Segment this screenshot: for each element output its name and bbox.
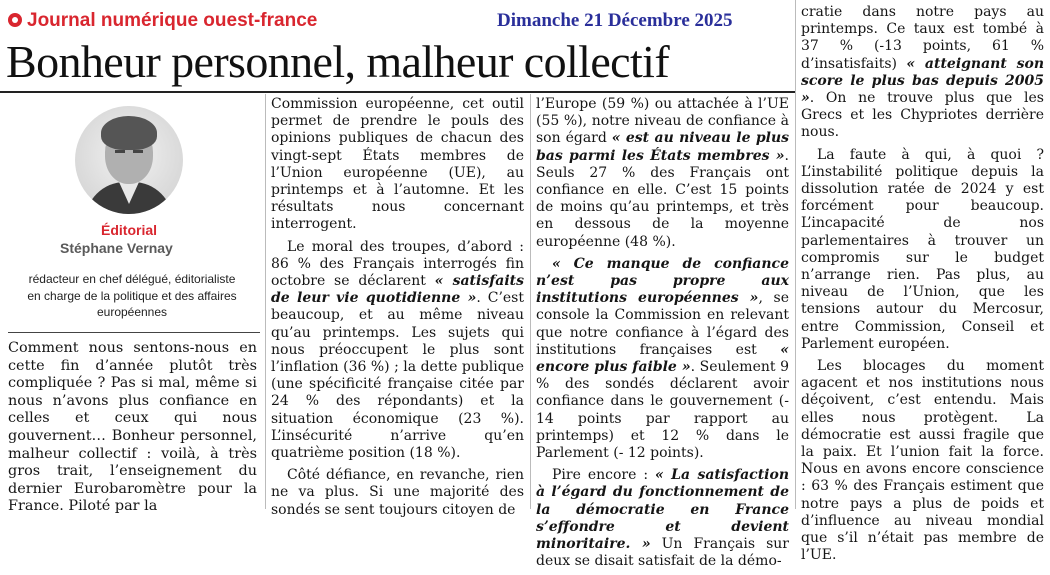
quote: « La satisfaction à l’égard du fonctionnement de la démocratie en France s’effondre et devient minoritaire. » xyxy=(536,467,790,553)
paragraph: Comment nous sentons-nous en cette fin d’année plutôt très compliquée ? Pas si mal, même si nous n’avons plus confiance en celles et ceux qui nous gouvernent… Bonheur personnel, malheur collectif : voilà, à très gros trait, l’enseignement du dernier Eurobaromètre pour la France. Piloté par la xyxy=(8,340,257,515)
paragraph: « Ce manque de confiance n’est pas propre aux institutions européennes », se console la Commission en relevant que notre confiance à l’égard des institutions françaises est « encore plus faible ». Seulement 9 % des sondés déclarent avoir confiance dans le gouvernement (- 14 points par rapport au printemps) et 12 % dans le Parlement (- 12 points). xyxy=(536,255,790,462)
quote: « encore plus faible » xyxy=(536,341,789,376)
brand-title xyxy=(8,10,317,32)
column-3 xyxy=(536,96,789,575)
paragraph: l’Europe (59 %) ou attachée à l’UE (55 %), notre niveau de confiance à son égard « est au niveau le plus bas parmi les États membres ». Seuls 27 % des Français ont confiance en elle. C’est 15 points de moins qu’au printemps, et très en dessous de la moyenne européenne (48 %). xyxy=(536,96,790,250)
quote: « Ce manque de confiance n’est pas propre aux institutions européennes » xyxy=(536,255,789,307)
ouest-france-logo-icon xyxy=(8,13,22,27)
column-1 xyxy=(8,340,257,521)
column-divider xyxy=(530,94,531,509)
byline-separator xyxy=(8,332,260,333)
quote: « satisfaits de leur vie quotidienne » xyxy=(271,273,524,307)
paragraph: cratie dans notre pays au printemps. Ce taux est tombé à 37 % (-13 points, 61 % d’insatisfaits) « atteignant son score le plus bas depuis 2005 ». On ne trouve plus que les Grecs et les Chypriotes derrière nous. xyxy=(801,4,1044,141)
headline: Bonheur personnel, malheur collectif xyxy=(6,36,670,87)
brand-text: Journal numérique ouest-france xyxy=(27,10,318,31)
issue-date: Dimanche 21 Décembre 2025 xyxy=(497,10,733,31)
paragraph: Côté défiance, en revanche, rien ne va plus. Si une majorité des sondés se sent toujours citoyen de xyxy=(271,467,524,518)
quote: « est au niveau le plus bas parmi les États membres » xyxy=(536,130,790,164)
headline-rule xyxy=(0,91,795,93)
paragraph: Pire encore : « La satisfaction à l’égard du fonctionnement de la démocratie en France s’effondre et devient minoritaire. » Un Français sur deux se disait satisfait de la démo- xyxy=(536,467,790,570)
byline-label: Éditorial xyxy=(101,222,158,238)
column-4 xyxy=(801,4,1044,570)
paragraph: Les blocages du moment agacent et nos institutions nous déçoivent, c’est entendu. Mais elles nous protègent. La démocratie est aussi fragile que la paix. Et l’union fait la force. Nous en avons encore conscience : 63 % des Français estiment que notre pays a plus de poids et d’influence au niveau mondial que s’il n’était pas membre de l’UE. xyxy=(801,358,1044,564)
quote: « atteignant son score le plus bas depuis 2005 » xyxy=(801,55,1044,107)
author-role: rédacteur en chef délégué, éditorialiste en charge de la politique et des affaires européennes xyxy=(27,272,237,319)
paragraph: Commission européenne, cet outil permet de prendre le pouls des opinions publiques de chacun des vingt-sept États membres de l’Union européenne (UE), au printemps et à l’automne. Et les résultats nous concernant interrogent. xyxy=(271,96,524,233)
author-photo xyxy=(75,106,183,214)
paragraph: Le moral des troupes, d’abord : 86 % des Français interrogés fin octobre se déclarent « satisfaits de leur vie quotidienne ». C’est beaucoup, et au même niveau qu’au printemps. Les sujets qui nous préoccupent le plus sont l’inflation (36 %) ; la dette publique (une spécificité française citée par 24 % des répondants) et la situation économique (23 %). L’insécurité n’arrive qu’en quatrième position (18 %). xyxy=(271,238,524,462)
author-name: Stéphane Vernay xyxy=(60,240,173,256)
column-divider xyxy=(795,0,796,509)
column-2 xyxy=(271,96,524,524)
paragraph: La faute à qui, à quoi ? L’instabilité politique depuis la dissolution ratée de 2024 y est forcément pour beaucoup. L’incapacité de nos parlementaires à trouver un compromis sur le budget n’arrange rien. Pas plus, au niveau de l’Union, que les tensions autour du Mercosur, entre Commission, Conseil et Parlement européen. xyxy=(801,146,1044,352)
column-divider xyxy=(265,94,266,509)
